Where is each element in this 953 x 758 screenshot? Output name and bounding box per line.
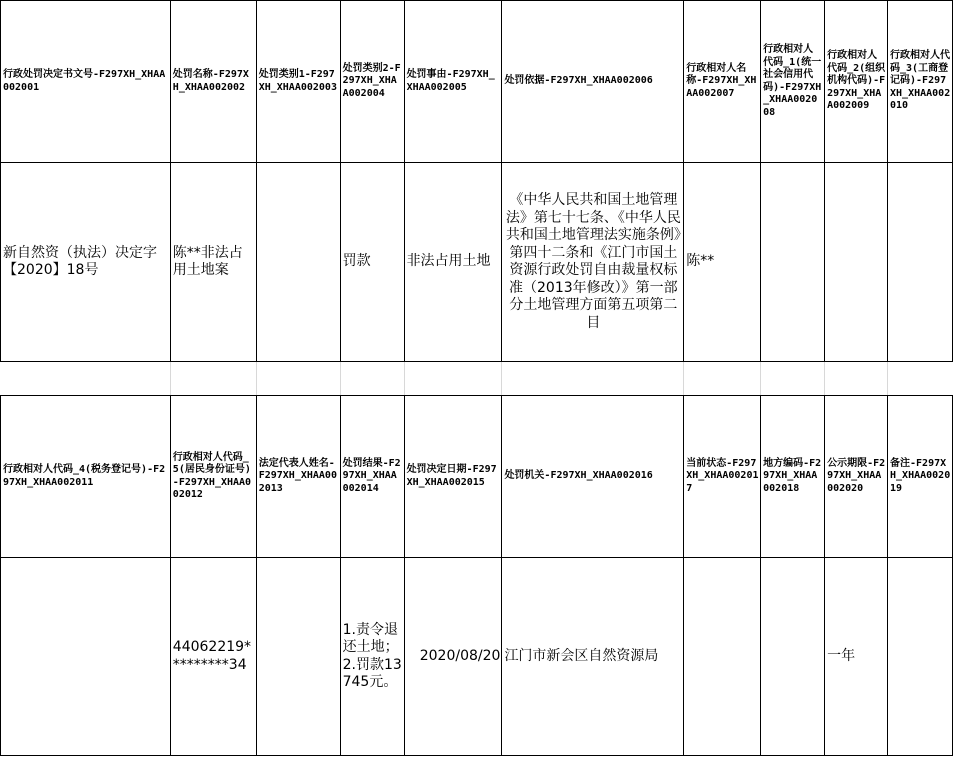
header-cell[interactable]: 处罚依据-F297XH_XHAA002006: [502, 1, 684, 163]
header-cell[interactable]: 备注-F297XH_XHAA002019: [888, 396, 953, 558]
spacer-cell[interactable]: [170, 362, 256, 396]
header-cell[interactable]: 行政处罚决定书文号-F297XH_XHAA002001: [1, 1, 171, 163]
spacer-cell[interactable]: [340, 362, 404, 396]
data-cell[interactable]: 1.责令退还土地；2.罚款13745元。: [340, 558, 404, 756]
spacer-cell[interactable]: [502, 362, 684, 396]
data-cell[interactable]: 江门市新会区自然资源局: [502, 558, 684, 756]
spacer-cell[interactable]: [256, 362, 340, 396]
data-cell[interactable]: [256, 163, 340, 362]
data-cell[interactable]: [684, 558, 761, 756]
header-cell[interactable]: 当前状态-F297XH_XHAA002017: [684, 396, 761, 558]
header-cell[interactable]: 行政相对人代码_3(工商登记码)-F297XH_XHAA002010: [888, 1, 953, 163]
header-cell[interactable]: 处罚结果-F297XH_XHAA002014: [340, 396, 404, 558]
spacer-cell[interactable]: [761, 362, 825, 396]
header-cell[interactable]: 行政相对人代码_4(税务登记号)-F297XH_XHAA002011: [1, 396, 171, 558]
header-cell[interactable]: 行政相对人代码_5(居民身份证号)-F297XH_XHAA002012: [170, 396, 256, 558]
data-cell[interactable]: [825, 163, 888, 362]
header-cell[interactable]: 处罚决定日期-F297XH_XHAA002015: [404, 396, 502, 558]
data-cell[interactable]: 陈**: [684, 163, 761, 362]
header-cell[interactable]: 处罚类别2-F297XH_XHAA002004: [340, 1, 404, 163]
data-cell[interactable]: 新自然资（执法）决定字【2020】18号: [1, 163, 171, 362]
data-row-1: [1, 163, 953, 362]
header-cell[interactable]: 行政相对人名称-F297XH_XHAA002007: [684, 1, 761, 163]
header-row-2: [1, 396, 953, 558]
data-cell[interactable]: 非法占用土地: [404, 163, 502, 362]
header-cell[interactable]: 行政相对人代码_2(组织机构代码)-F297XH_XHAA002009: [825, 1, 888, 163]
data-cell[interactable]: [888, 163, 953, 362]
header-cell[interactable]: 处罚类别1-F297XH_XHAA002003: [256, 1, 340, 163]
data-cell[interactable]: 《中华人民共和国土地管理法》第七十七条、《中华人民共和国土地管理法实施条例》第四十二条和《江门市国土资源行政处罚自由裁量权标准（2013年修改）》第一部分土地管理方面第五项第二目: [502, 163, 684, 362]
data-cell[interactable]: 罚款: [340, 163, 404, 362]
header-cell[interactable]: 处罚名称-F297XH_XHAA002002: [170, 1, 256, 163]
header-cell[interactable]: 公示期限-F297XH_XHAA002020: [825, 396, 888, 558]
spacer-cell[interactable]: [1, 362, 171, 396]
spacer-cell[interactable]: [684, 362, 761, 396]
data-row-2: [1, 558, 953, 756]
header-cell[interactable]: 处罚机关-F297XH_XHAA002016: [502, 396, 684, 558]
data-cell[interactable]: 44062219*********34: [170, 558, 256, 756]
data-cell[interactable]: 陈**非法占用土地案: [170, 163, 256, 362]
header-row-1: [1, 1, 953, 163]
spacer-cell[interactable]: [404, 362, 502, 396]
header-cell[interactable]: 地方编码-F297XH_XHAA002018: [761, 396, 825, 558]
data-cell[interactable]: [256, 558, 340, 756]
header-cell[interactable]: 行政相对人代码_1(统一社会信用代码)-F297XH_XHAA002008: [761, 1, 825, 163]
data-cell[interactable]: [1, 558, 171, 756]
data-cell[interactable]: [888, 558, 953, 756]
spacer-row: [1, 362, 953, 396]
data-cell[interactable]: [761, 163, 825, 362]
data-cell[interactable]: 2020/08/20: [404, 558, 502, 756]
data-cell[interactable]: 一年: [825, 558, 888, 756]
header-cell[interactable]: 处罚事由-F297XH_XHAA002005: [404, 1, 502, 163]
spacer-cell[interactable]: [825, 362, 888, 396]
spacer-cell[interactable]: [888, 362, 953, 396]
data-cell[interactable]: [761, 558, 825, 756]
header-cell[interactable]: 法定代表人姓名-F297XH_XHAA002013: [256, 396, 340, 558]
